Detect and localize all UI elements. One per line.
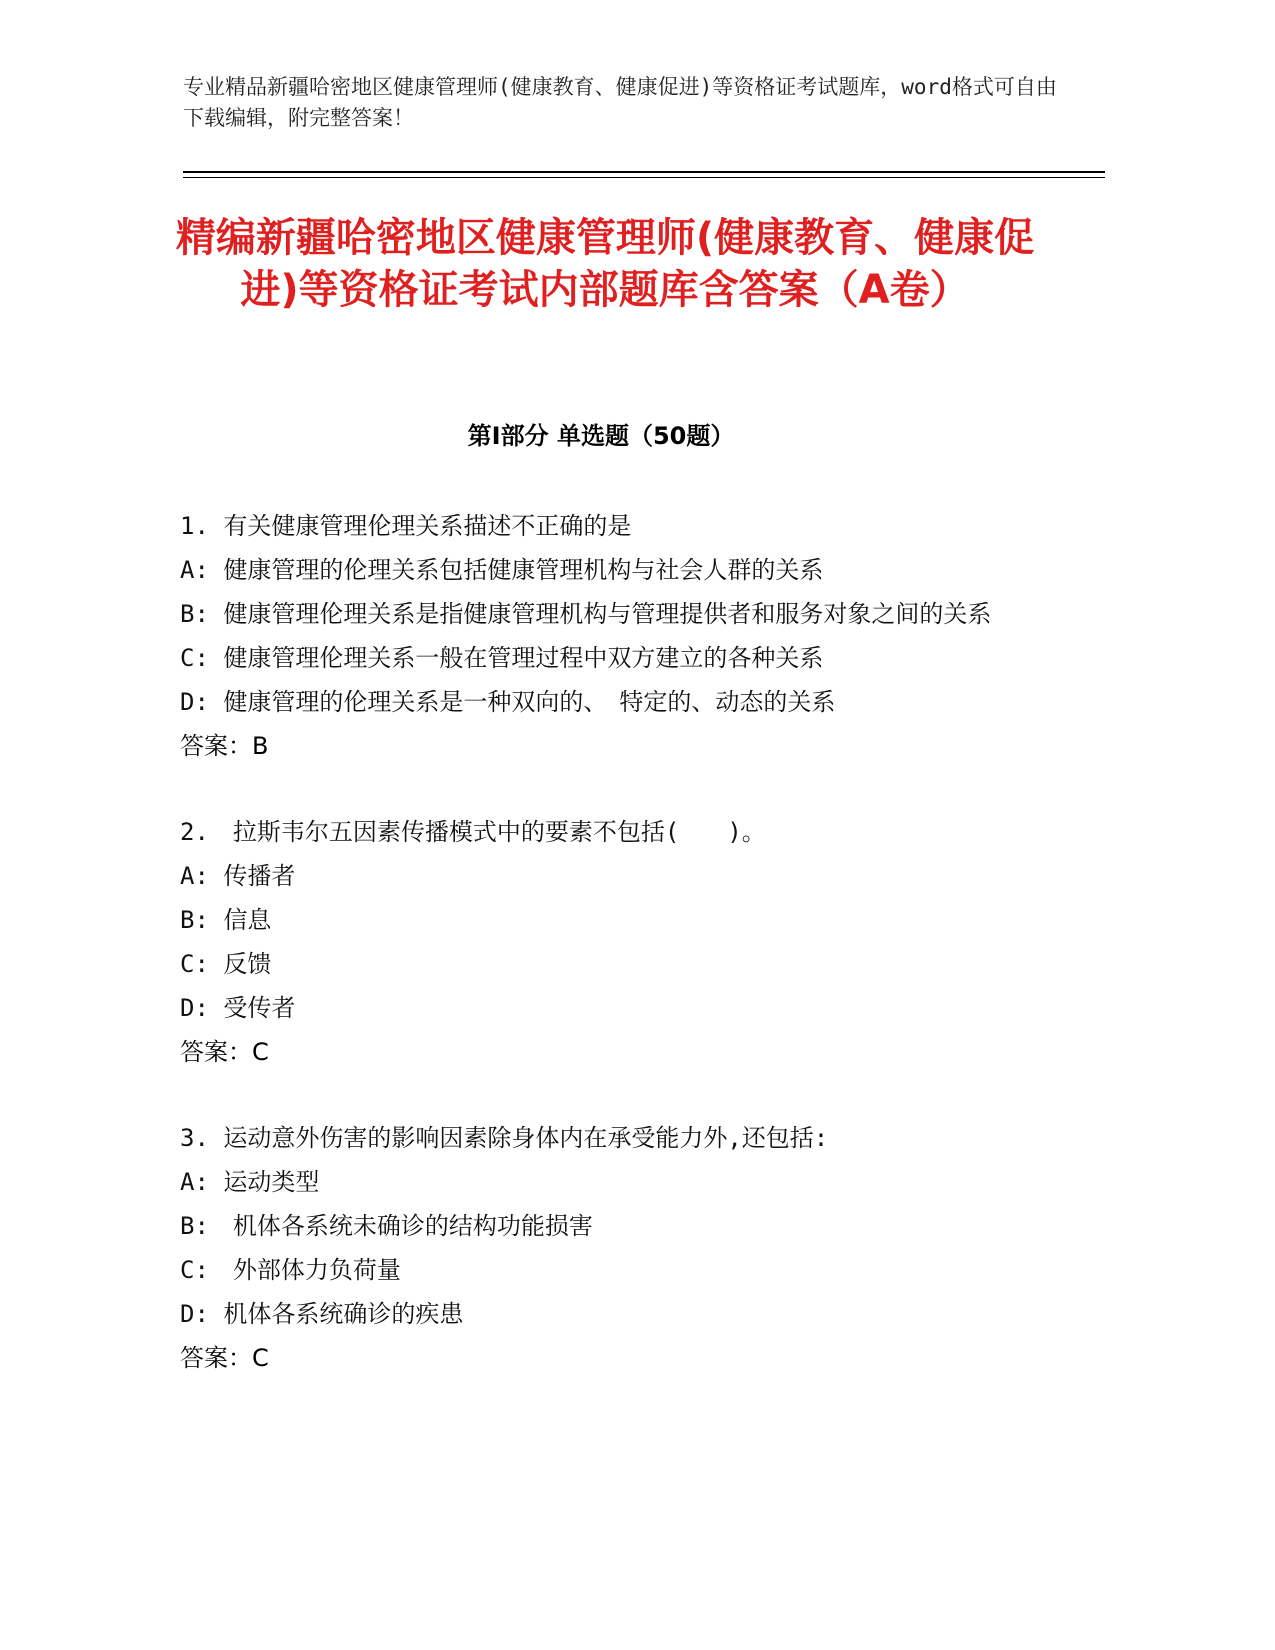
option-a: A: 传播者 bbox=[180, 862, 296, 890]
answer: 答案：C bbox=[180, 1344, 269, 1372]
header-note: 专业精品新疆哈密地区健康管理师(健康教育、健康促进)等资格证考试题库，word格式可自由下载编辑，附完整答案！ bbox=[183, 75, 1057, 130]
option-c: C: 反馈 bbox=[180, 950, 272, 978]
question-list bbox=[180, 504, 1040, 1422]
question-2 bbox=[180, 810, 1040, 1074]
question-stem: 3. 运动意外伤害的影响因素除身体内在承受能力外,还包括: bbox=[180, 1124, 829, 1152]
option-b: B: 健康管理伦理关系是指健康管理机构与管理提供者和服务对象之间的关系 bbox=[180, 600, 992, 628]
option-a: A: 运动类型 bbox=[180, 1168, 320, 1196]
option-b: B: 机体各系统未确诊的结构功能损害 bbox=[180, 1212, 593, 1240]
option-c: C: 健康管理伦理关系一般在管理过程中双方建立的各种关系 bbox=[180, 644, 824, 672]
option-d: D: 受传者 bbox=[180, 994, 296, 1022]
option-c: C: 外部体力负荷量 bbox=[180, 1256, 401, 1284]
question-stem: 1. 有关健康管理伦理关系描述不正确的是 bbox=[180, 512, 632, 540]
option-b: B: 信息 bbox=[180, 906, 272, 934]
question-3 bbox=[180, 1116, 1040, 1380]
answer: 答案：C bbox=[180, 1038, 269, 1066]
question-1 bbox=[180, 504, 1040, 768]
section-title: 第Ⅰ部分 单选题（50题） bbox=[467, 422, 735, 450]
header-rule-thick bbox=[183, 171, 1105, 173]
question-stem: 2. 拉斯韦尔五因素传播模式中的要素不包括( )。 bbox=[180, 818, 766, 846]
option-d: D: 机体各系统确诊的疾患 bbox=[180, 1300, 464, 1328]
document-title: 精编新疆哈密地区健康管理师(健康教育、健康促进)等资格证考试内部题库含答案（A卷） bbox=[175, 215, 1035, 313]
option-a: A: 健康管理的伦理关系包括健康管理机构与社会人群的关系 bbox=[180, 556, 824, 584]
answer: 答案：B bbox=[180, 732, 269, 760]
option-d: D: 健康管理的伦理关系是一种双向的、 特定的、动态的关系 bbox=[180, 688, 836, 716]
header-rule-thin bbox=[183, 177, 1105, 178]
